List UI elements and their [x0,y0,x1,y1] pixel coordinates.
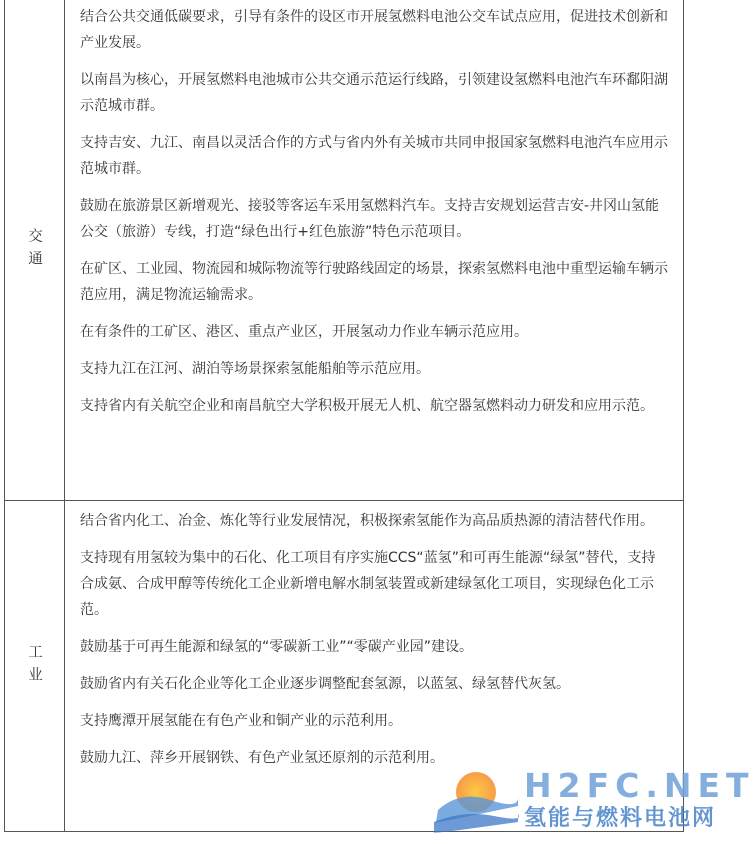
category-cell-industry [5,501,65,831]
watermark [430,760,755,840]
policy-table [4,0,684,832]
paragraph: 结合公共交通低碳要求，引导有条件的设区市开展氢燃料电池公交车试点应用，促进技术创新和产业发展。 [80,9,668,51]
paragraph: 鼓励基于可再生能源和绿氢的“零碳新工业”“零碳产业园”建设。 [80,639,474,655]
paragraph: 支持现有用氢较为集中的石化、化工项目有序实施CCS“蓝氢”和可再生能源“绿氢”替代，支持合成氨、合成甲醇等传统化工企业新增电解水制氢装置或新建绿氢化工项目，实现绿色化工示范。 [80,550,656,618]
category-cell-transport [5,0,65,500]
paragraph: 鼓励在旅游景区新增观光、接驳等客运车采用氢燃料汽车。支持吉安规划运营吉安-井冈山氢能公交（旅游）专线，打造“绿色出行+红色旅游”特色示范项目。 [80,198,660,240]
watermark-logo-icon [430,760,520,840]
paragraph: 在矿区、工业园、物流园和城际物流等行驶路线固定的场景，探索氢燃料电池中重型运输车辆示范应用，满足物流运输需求。 [80,261,668,303]
content-cell-transport [65,0,683,500]
category-label: 工业 [26,643,42,689]
watermark-brand: H2FC.NET [524,766,755,805]
paragraph: 鼓励九江、萍乡开展钢铁、有色产业氢还原剂的示范利用。 [80,750,444,766]
table-row-transport [5,0,683,500]
category-label: 交通 [26,227,42,273]
paragraph: 结合省内化工、冶金、炼化等行业发展情况，积极探索氢能作为高品质热源的清洁替代作用。 [80,513,654,529]
paragraph: 以南昌为核心，开展氢燃料电池城市公共交通示范运行线路，引领建设氢燃料电池汽车环鄱阳湖示范城市群。 [80,72,668,114]
paragraph: 支持九江在江河、湖泊等场景探索氢能船舶等示范应用。 [80,361,430,377]
paragraph: 支持鹰潭开展氢能在有色产业和铜产业的示范利用。 [80,713,402,729]
paragraph: 鼓励省内有关石化企业等化工企业逐步调整配套氢源，以蓝氢、绿氢替代灰氢。 [80,676,570,692]
paragraph: 支持吉安、九江、南昌以灵活合作的方式与省内外有关城市共同申报国家氢燃料电池汽车应用示范城市群。 [80,135,668,177]
paragraph: 在有条件的工矿区、港区、重点产业区，开展氢动力作业车辆示范应用。 [80,324,528,340]
watermark-site: 氢能与燃料电池网 [524,806,717,831]
watermark-text [524,767,755,833]
paragraph: 支持省内有关航空企业和南昌航空大学积极开展无人机、航空器氢燃料动力研发和应用示范。 [80,398,654,414]
